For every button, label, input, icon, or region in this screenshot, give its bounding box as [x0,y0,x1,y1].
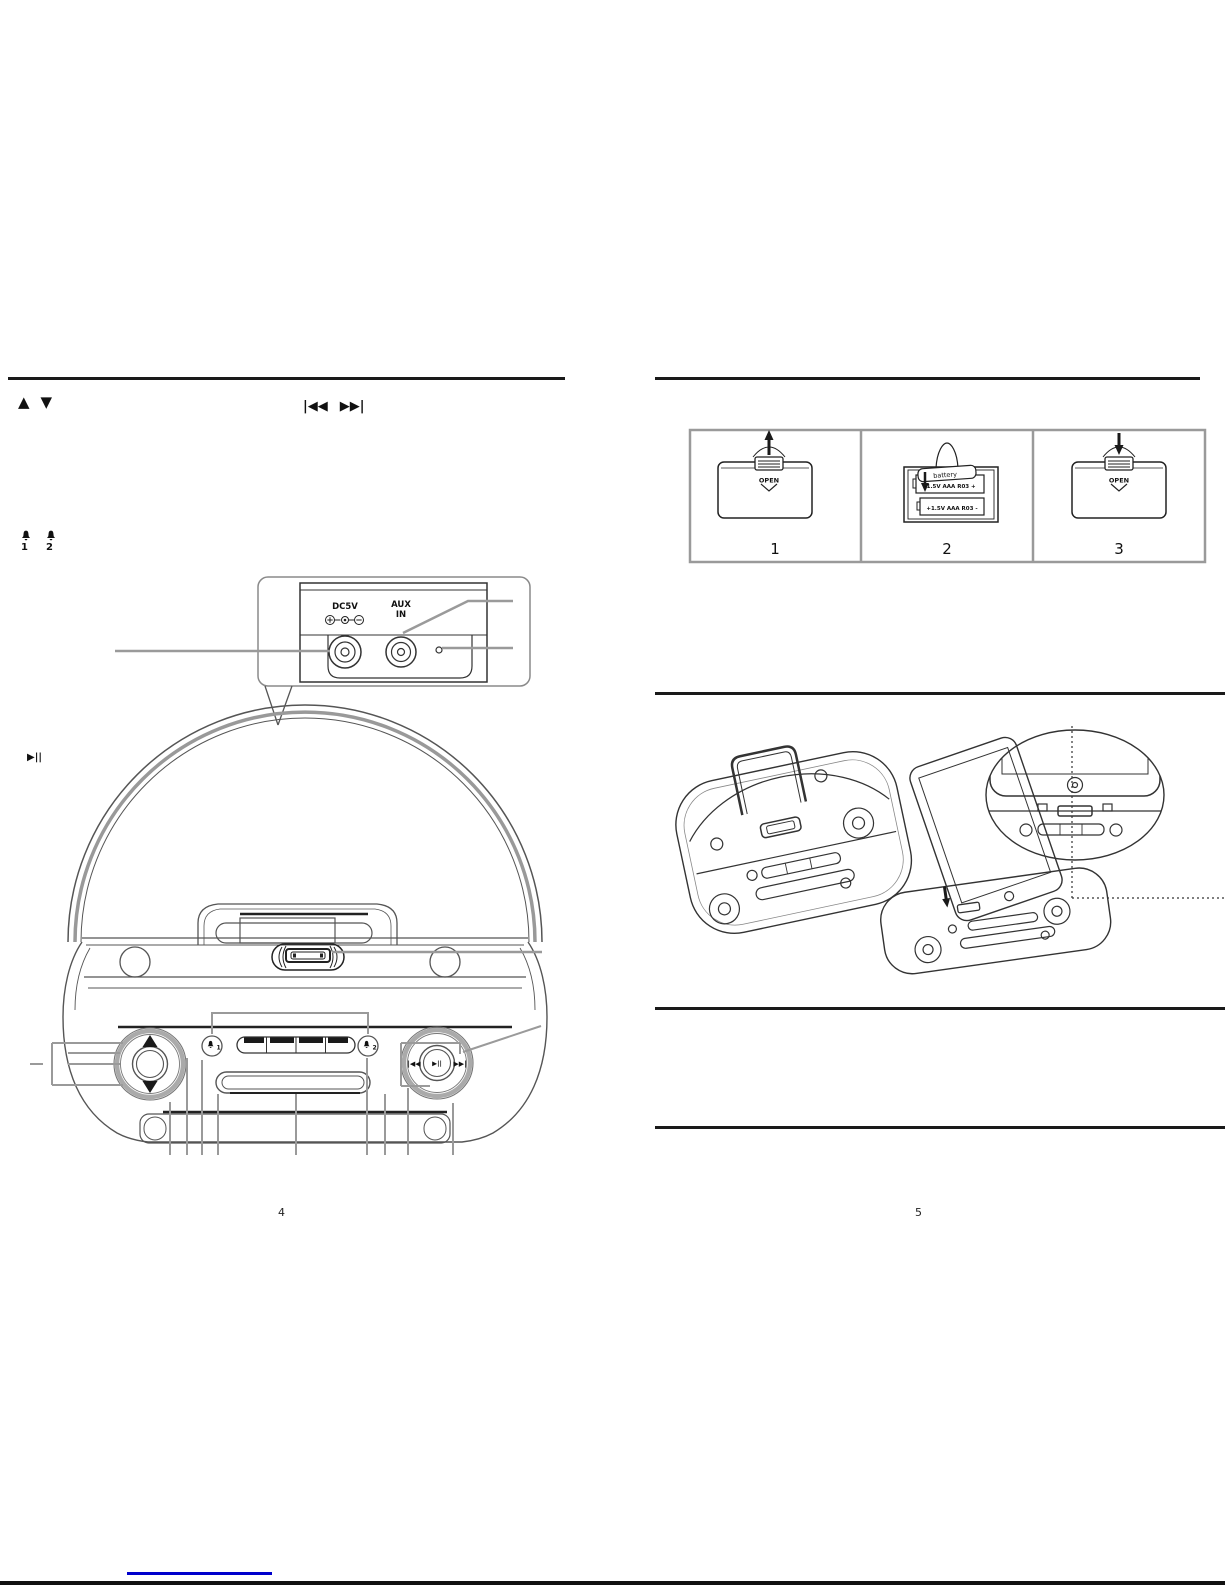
right-page-section-rule-1 [655,377,1200,380]
close-down-arrow-icon [1115,433,1124,455]
time-set-pad[interactable] [114,1028,186,1100]
pad-up-arrow-icon[interactable] [143,1035,158,1047]
battery-bottom-cell-label: +1.5V AAA R03 - [926,506,978,512]
step3-number: 3 [1114,540,1124,558]
right-page-section-rule-4 [655,1126,1225,1129]
aux-label-line2: IN [395,610,407,620]
alarm2-inline-icon [46,530,57,553]
step2-number: 2 [942,540,952,558]
speaker-circle [707,891,743,927]
display-slot [755,868,855,901]
dock-base [877,864,1114,977]
skip-inline-icons [303,399,365,414]
display-window [216,1072,370,1093]
polarity-icon [326,616,364,625]
open-label-step1: OPEN [758,476,780,485]
alarm-inline-icons [21,530,71,553]
pad-skip-back-icon[interactable]: |◀◀ [407,1060,421,1068]
magnified-dock-detail [986,678,1164,836]
home-button [1003,890,1014,901]
open-label-step3: OPEN [1108,476,1130,485]
callout-leader-lines [115,601,513,651]
step1-number: 1 [770,540,780,558]
open-up-arrow-icon [765,430,774,455]
alarm1-number: 1 [21,542,28,553]
right-page-section-rule-2 [655,692,1225,695]
aux-label-line1: AUX [391,600,411,610]
play-pause-icon: ▶|| [27,752,42,763]
aux-in-jack [386,637,416,667]
battery-step1-drawing [718,430,812,518]
key-row-slot [761,852,842,879]
tablet [907,734,1066,924]
left-screw [120,947,150,977]
right-page-section-rule-3 [655,1007,1225,1010]
battery-installation-diagram [685,425,1210,570]
pad-skip-forward-icon[interactable]: ▶▶| [453,1060,467,1068]
pad-down-arrow-icon[interactable] [143,1081,158,1093]
left-page-number: 4 [278,1206,285,1219]
tuning-arrows-inline-icons [18,393,52,411]
function-key-row[interactable] [237,1037,355,1053]
dock-connector[interactable] [272,944,344,970]
pad-play-pause-icon[interactable]: ▶|| [432,1059,442,1068]
page-bottom-border [0,1581,1225,1585]
recessed-jack-area [328,635,472,678]
down-arrow-icon: ▼ [40,393,53,411]
alarm-bell-icon [46,530,56,542]
dc-power-jack [329,636,361,668]
magnifier-ellipse [986,730,1164,860]
alarm1-inline-icon [21,530,32,553]
link-underline[interactable] [127,1572,272,1575]
reset-hole [436,647,442,653]
alarm-bell-icon [21,530,31,542]
slide-chevron-icon [1111,484,1127,491]
skip-back-icon: |◀◀ [303,399,328,414]
front-view-diagram [20,690,560,1170]
alarm-bell-icon [364,1041,370,1048]
battery-top-cell-label: -1.5V AAA R03 + [924,484,976,490]
right-page-number: 5 [915,1206,922,1219]
alarm2-number: 2 [46,542,53,553]
tablet-docking-illustration [880,718,1225,960]
speaker-circle [841,805,877,841]
battery-flap-label: battery [932,470,958,480]
skip-forward-icon: ▶▶| [339,399,365,414]
dock-connector-small [957,902,980,913]
callout-box [258,577,530,686]
left-page-section-rule [8,377,565,380]
dock-connector-small [760,816,802,838]
battery-step3-drawing [1072,433,1166,518]
home-button [1068,778,1083,793]
handle-inset [198,904,397,945]
dc5v-label: DC5V [332,602,358,612]
alarm1-button-number: 1 [216,1044,221,1052]
alarm-bell-icon [208,1041,214,1048]
alarm2-button-number: 2 [372,1044,377,1052]
slide-chevron-icon [761,484,777,491]
up-arrow-icon: ▲ [18,393,30,411]
